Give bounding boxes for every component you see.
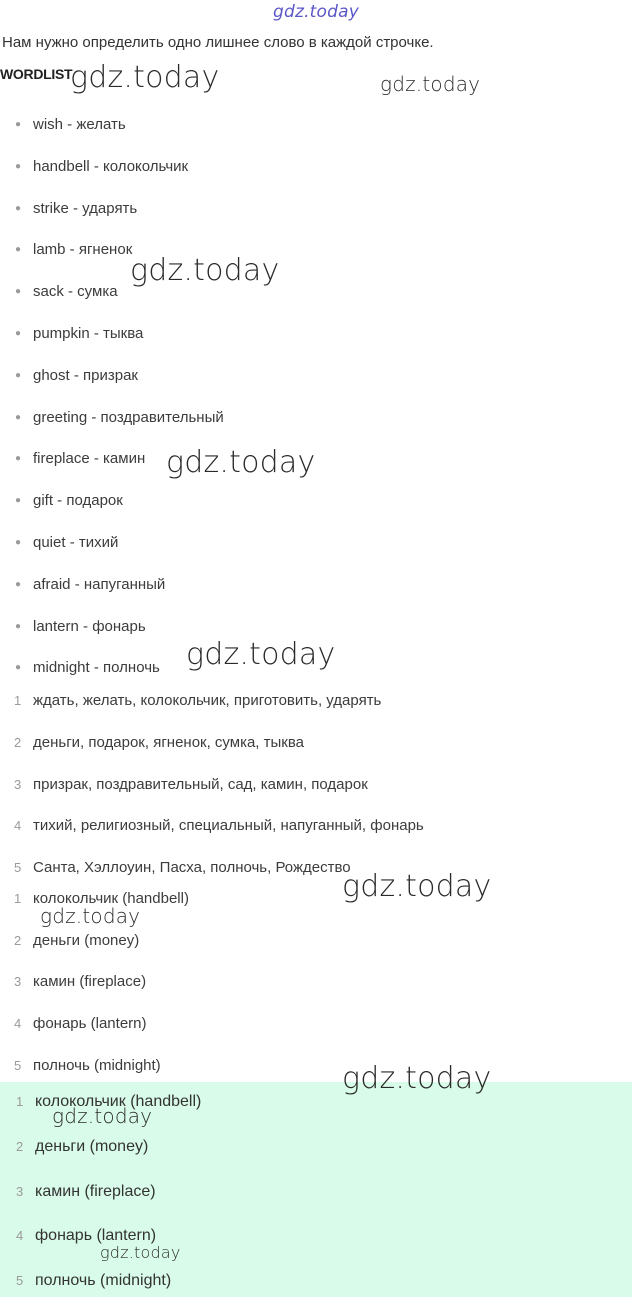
bullet-icon: ● (15, 327, 22, 339)
word-item (0, 480, 632, 522)
watermark: gdz.today (186, 637, 336, 672)
bullet-icon: ● (15, 453, 22, 465)
answer-item (0, 1259, 632, 1304)
word-text: lamb - ягненок (33, 241, 133, 259)
word-item (0, 564, 632, 606)
answer-item (0, 961, 632, 1003)
watermark: gdz.today (342, 1061, 492, 1096)
word-text: greeting - поздравительный (33, 408, 224, 426)
bullet-icon: ● (15, 411, 22, 423)
intro-text: Нам нужно определить одно лишнее слово в каждой строчке. (2, 34, 434, 51)
task-list (0, 680, 632, 889)
item-number: 5 (14, 1057, 22, 1073)
item-number: 5 (14, 860, 22, 876)
watermark: gdz.today (100, 1243, 181, 1262)
word-item (0, 397, 632, 439)
bullet-icon: ● (15, 662, 22, 674)
bullet-icon: ● (15, 369, 22, 381)
task-item (0, 680, 632, 722)
item-number: 2 (14, 734, 22, 750)
item-number: 4 (14, 818, 22, 834)
bullet-icon: ● (15, 536, 22, 548)
task-item (0, 764, 632, 806)
watermark: gdz.today (166, 445, 316, 480)
wordlist-heading: WORDLIST (0, 66, 73, 82)
answer-text: фонарь (lantern) (33, 1015, 147, 1033)
word-item (0, 146, 632, 188)
watermark: gdz.today (130, 253, 280, 288)
watermark: gdz.today (380, 72, 481, 96)
answer-item (0, 1125, 632, 1170)
word-text: midnight - полночь (33, 659, 160, 677)
bullet-icon: ● (15, 495, 22, 507)
word-text: ghost - призрак (33, 366, 138, 384)
word-text: wish - желать (33, 116, 126, 133)
word-text: lantern - фонарь (33, 617, 146, 635)
task-item (0, 722, 632, 764)
item-number: 2 (14, 932, 22, 948)
answer-text: полночь (midnight) (33, 1056, 161, 1074)
word-item (0, 355, 632, 397)
bullet-icon: ● (15, 202, 22, 214)
answer-item (0, 1003, 632, 1045)
bullet-icon: ● (15, 119, 22, 130)
word-text: gift - подарок (33, 492, 123, 510)
watermark: gdz.today (342, 869, 492, 904)
item-number: 3 (14, 974, 22, 990)
answer-text: камин (fireplace) (35, 1182, 156, 1200)
word-text: pumpkin - тыква (33, 324, 144, 342)
word-text: handbell - колокольчик (33, 157, 189, 175)
item-number: 1 (16, 1094, 24, 1109)
word-text: afraid - напуганный (33, 575, 166, 593)
word-item (0, 271, 632, 313)
task-text: призрак, поздравительный, сад, камин, подарок (33, 775, 368, 793)
word-item (0, 229, 632, 271)
item-number: 3 (16, 1183, 24, 1199)
task-text: тихий, религиозный, специальный, напуганный, фонарь (33, 817, 424, 835)
watermark: gdz.today (70, 60, 220, 95)
bullet-icon: ● (15, 244, 22, 256)
item-number: 1 (14, 693, 22, 708)
task-text: Санта, Хэллоуин, Пасха, полночь, Рождество (33, 859, 351, 877)
item-number: 4 (14, 1016, 22, 1032)
word-item (0, 104, 632, 146)
task-item (0, 805, 632, 847)
task-text: ждать, желать, колокольчик, приготовить, ударять (33, 692, 382, 709)
watermark-top: gdz.today (272, 2, 360, 22)
answer-text: деньги (money) (35, 1137, 149, 1155)
item-number: 5 (16, 1273, 24, 1289)
item-number: 2 (16, 1138, 24, 1154)
word-item (0, 188, 632, 230)
answer-text: камин (fireplace) (33, 973, 147, 991)
item-number: 4 (16, 1228, 24, 1244)
word-item (0, 522, 632, 564)
answer-text: колокольчик (handbell) (35, 1093, 202, 1110)
word-text: strike - ударять (33, 199, 138, 217)
item-number: 3 (14, 776, 22, 792)
word-item (0, 438, 632, 480)
bullet-icon: ● (15, 160, 22, 172)
answer-item (0, 1214, 632, 1259)
bullet-icon: ● (15, 620, 22, 632)
word-text: sack - сумка (33, 283, 118, 301)
answer-text: фонарь (lantern) (35, 1227, 157, 1245)
watermark: gdz.today (40, 904, 141, 928)
word-item (0, 313, 632, 355)
answer-text: колокольчик (handbell) (33, 890, 189, 907)
task-text: деньги, подарок, ягненок, сумка, тыква (33, 733, 305, 751)
word-text: quiet - тихий (33, 533, 119, 551)
answer-text: полночь (midnight) (35, 1272, 172, 1290)
answer-item (0, 1170, 632, 1215)
watermark: gdz.today (52, 1104, 153, 1128)
answer-text: деньги (money) (33, 931, 140, 949)
wordlist (0, 104, 632, 689)
bullet-icon: ● (15, 286, 22, 298)
item-number: 1 (14, 891, 22, 906)
bullet-icon: ● (15, 578, 22, 590)
word-text: fireplace - камин (33, 450, 146, 468)
